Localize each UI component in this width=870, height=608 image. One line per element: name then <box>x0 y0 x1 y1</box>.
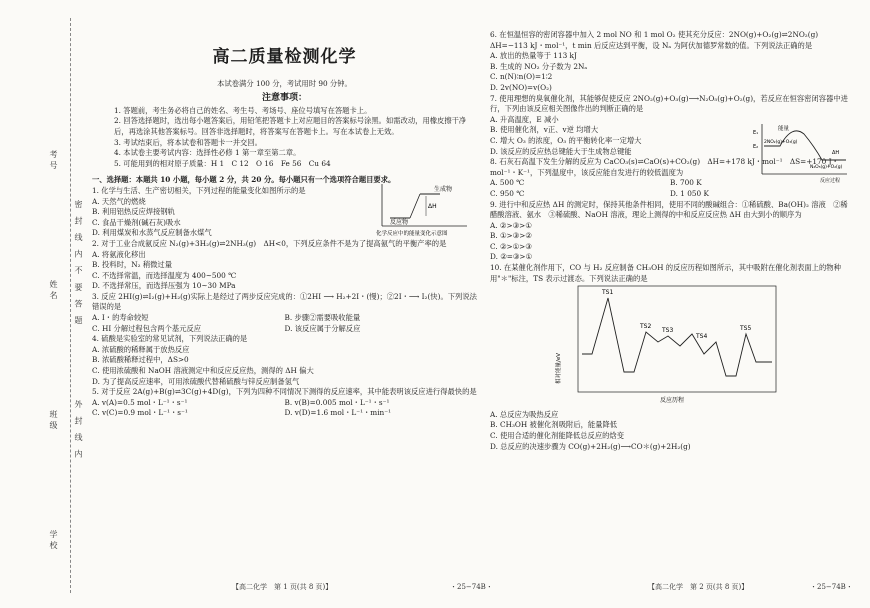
page-2-code: ・25−74B・ <box>810 583 853 591</box>
option: B. 浓硫酸稀释过程中，ΔS>0 <box>92 355 189 365</box>
binding-margin <box>0 0 86 608</box>
option: D. v(D)=1.6 mol・L⁻¹・min⁻¹ <box>284 408 392 418</box>
option: D. 为了提高反应速率，可用浓硫酸代替稀硫酸与锌反应制备氢气 <box>92 376 300 386</box>
question-stem: 2. 对于工业合成氨反应 N₂(g)+3H₂(g)⇌2NH₃(g) ΔH<0，下列反应条件不是为了提高氨气的平衡产率的是 <box>92 238 447 248</box>
option: A. 放出的热量等于 113 kJ <box>490 51 577 61</box>
outer-seal-text: 外 封 线 内 <box>74 400 83 461</box>
page-1-code: ・25−74B・ <box>450 583 493 591</box>
option: B. ①>③>② <box>490 231 532 241</box>
page-1 <box>92 30 477 419</box>
question-stem: 5. 对于反应 2A(g)+B(g)⇌3C(g)+4D(g)，下列为四种不同情况下测得的反应速率，其中能表明该反应进行得最快的是 <box>92 387 477 397</box>
note-item: 4. 本试卷主要考试内容：选择性必修 1 第一章至第二章。 <box>114 148 301 158</box>
option: C. 使用合适的催化剂能降低总反应的焓变 <box>490 431 625 441</box>
option: B. 步骤②需要吸收能量 <box>284 313 361 323</box>
question-stem: 8. 石灰石高温下发生分解的反应为 CaCO₃(s)⇌CaO(s)+CO₂(g) ΔH=+178 kJ・mol⁻¹ ΔS=+170 J・mol⁻¹・K⁻¹，下列温度中，该反应能自发进行的较低温度为 <box>490 157 839 177</box>
option: C. 增大 O₃ 的浓度，O₃ 的平衡转化率一定增大 <box>490 135 642 145</box>
option: A. 总反应为吸热反应 <box>490 409 559 419</box>
option: B. v(B)=0.005 mol・L⁻¹・s⁻¹ <box>284 397 390 407</box>
option: A. ②>③>① <box>490 220 532 230</box>
option: D. 该反应的反应热总键能大于生成物总键能 <box>490 146 632 156</box>
x-axis-label: 反应历程 <box>660 397 685 405</box>
ts3-label: TS3 <box>662 327 674 335</box>
seal-line <box>70 18 71 593</box>
class-label: 班级 <box>49 410 58 432</box>
option: A. I・的寿命较短 <box>92 313 149 323</box>
question-3 <box>92 292 477 334</box>
option: A. 升高温度，E 减小 <box>490 114 559 124</box>
exam-number-label: 考号 <box>49 150 58 172</box>
option: D. 利用煤炭和水蒸气反应制备水煤气 <box>92 228 212 238</box>
option: C. HI 分解过程包含两个基元反应 <box>92 323 202 333</box>
option: B. CH₃OH 被催化剂吸附后，能量降低 <box>490 420 618 430</box>
ts2-label: TS2 <box>640 323 652 331</box>
product-label: 生成物 <box>434 185 453 193</box>
tick-e2: E₂ <box>753 143 759 150</box>
page-2-footer: 【高二化学 第 2 页(共 8 页)】 <box>648 583 749 591</box>
energy-diagram-q7 <box>752 122 850 184</box>
section-heading: 一、选择题：本题共 10 小题，每小题 2 分，共 20 分。每小题只有一个选项符合题目要求。 <box>92 175 396 185</box>
note-item: 5. 可能用到的相对原子质量：H 1 C 12 O 16 Fe 56 Cu 64 <box>114 158 331 168</box>
question-stem: 4. 硫酸是实验室的常见试剂，下列说法正确的是 <box>92 334 248 344</box>
ts1-label: TS1 <box>602 289 614 297</box>
option: D. 2v(NO)=v(O₂) <box>490 82 552 92</box>
energy-diagram-q1 <box>372 180 472 238</box>
note-item: 1. 答题前，考生务必将自己的姓名、考生号、考场号、座位号填写在答题卡上。 <box>114 105 372 115</box>
question-4 <box>92 334 477 387</box>
option: C. 食品干燥剂(碱石灰)吸水 <box>92 217 181 227</box>
note-item: 2. 回答选择题时，选出每小题答案后，用铅笔把答题卡上对应题目的答案标号涂黑。如需改动，用橡皮擦干净后，再选涂其他答案标号。回答非选择题时，将答案写在答题卡上。写在本试卷上无效。 <box>114 116 467 136</box>
option: D. 总反应的决速步骤为 CO(g)+2H₂(g)⟶CO＊(g)+2H₂(g) <box>490 441 691 451</box>
question-stem: 1. 化学与生活、生产密切相关，下列过程的能量变化如图所示的是 <box>92 185 306 195</box>
question-10 <box>490 263 850 452</box>
dh-label: ΔH <box>832 149 840 156</box>
school-label: 学校 <box>49 530 58 552</box>
question-1 <box>92 186 477 239</box>
question-9 <box>490 200 850 264</box>
reactant-label: 反应物 <box>390 218 409 226</box>
option: A. 将氨液化移出 <box>92 249 146 259</box>
ts5-label: TS5 <box>740 325 752 333</box>
option: C. ②>①>③ <box>490 241 532 251</box>
question-stem: 7. 使用理想的臭氧催化剂，其能够促使反应 2NO₂(g)+O₃(g)⟶N₂O₅(g)+O₂(g)，若反应在恒容密闭容器中进行，下列由该反应相关图像作出的判断正确的是 <box>490 93 848 114</box>
note-item: 3. 考试结束后，将本试卷和答题卡一并交回。 <box>114 137 262 147</box>
option: A. v(A)=0.5 mol・L⁻¹・s⁻¹ <box>92 397 188 407</box>
reaction-pathway-diagram <box>550 284 780 406</box>
question-stem: 3. 反应 2HI(g)⇌I₂(g)+H₂(g)实际上是经过了两步反应完成的：①2HI ⟶ H₂+2I・(慢)；②2I・⟶ I₂(快)。下列说法错误的是 <box>92 291 477 312</box>
option: B. 生成的 NO₂ 分子数为 2Nₐ <box>490 61 588 71</box>
option: B. 使用催化剂，v正、v逆 均增大 <box>490 125 599 135</box>
option: B. 700 K <box>670 178 702 188</box>
question-stem: 9. 进行中和反应热 ΔH 的测定时，保持其他条件相同，使用不同的酸碱组合：①稀硫酸、Ba(OH)₂ 溶液 ②稀醋酸溶液、氨水 ③稀硫酸、NaOH 溶液，理论上测得的中和反应反应热 ΔH 由大到小的顺序为 <box>490 199 848 220</box>
tick-e1: E₁ <box>753 129 759 136</box>
option: C. n(N)∶n(O)=1∶2 <box>490 72 553 82</box>
product-label: N₂O₅(g)+O₂(g) <box>810 164 843 170</box>
dh-label: ΔH <box>428 202 437 210</box>
y-axis-label: 相对能量/eV <box>556 353 562 385</box>
question-stem: 10. 在某催化剂作用下，CO 与 H₂ 反应制备 CH₃OH 的反应历程如图所示，其中吸附在催化剂表面上的物种用"＊"标注，TS 表示过渡态。下列说法正确的是 <box>490 263 841 283</box>
x-axis-label: 反应过程 <box>820 177 841 184</box>
option: A. 500 ℃ <box>490 178 525 188</box>
question-2 <box>92 239 477 292</box>
question-stem: 6. 在恒温恒容的密闭容器中加入 2 mol NO 和 1 mol O₂ 使其充分反应：2NO(g)+O₂(g)⇌2NO₂(g) ΔH=−113 kJ・mol⁻¹，t min 后反应达到平衡，设 Nₐ 为阿伏加德罗常数的值。下列说法正确的是 <box>490 30 826 50</box>
option: C. v(C)=0.9 mol・L⁻¹・s⁻¹ <box>92 408 188 418</box>
option: C. 使用浓硫酸和 NaOH 溶液测定中和反应反应热，测得的 ΔH 偏大 <box>92 366 314 376</box>
option: A. 天然气的燃烧 <box>92 196 146 206</box>
option: C. 不选择常温，而选择温度为 400~500 ℃ <box>92 270 237 280</box>
page-1-footer: 【高二化学 第 1 页(共 8 页)】 <box>232 583 333 591</box>
name-label: 姓名 <box>49 280 58 302</box>
figure-caption: 化学反应中的能量变化示意图 <box>376 230 448 237</box>
y-axis-label: 能量 <box>778 125 790 132</box>
ts4-label: TS4 <box>696 333 708 341</box>
option: D. ②=③>① <box>490 252 533 262</box>
option: D. 1 050 K <box>670 188 709 198</box>
option: D. 该反应属于分解反应 <box>284 323 361 333</box>
question-6 <box>490 30 850 94</box>
option: B. 利用铝热反应焊接钢轨 <box>92 207 175 217</box>
option: C. 950 ℃ <box>490 188 525 198</box>
notes-title: 注意事项： <box>261 93 307 104</box>
page-2 <box>490 30 850 452</box>
exam-info: 本试卷满分 100 分，考试用时 90 分钟。 <box>217 78 352 88</box>
option: A. 浓硫酸的稀释属于放热反应 <box>92 344 190 354</box>
reactant-label: 2NO₂(g)+O₃(g) <box>764 139 798 145</box>
option: D. 不选择常压，而选择压强为 10~30 MPa <box>92 281 236 291</box>
option: B. 投料时，N₂ 稍微过量 <box>92 260 173 270</box>
seal-line-text: 密 封 线 内 不 要 答 题 <box>74 200 83 327</box>
exam-title: 高二质量检测化学 <box>212 47 357 67</box>
question-5 <box>92 387 477 419</box>
